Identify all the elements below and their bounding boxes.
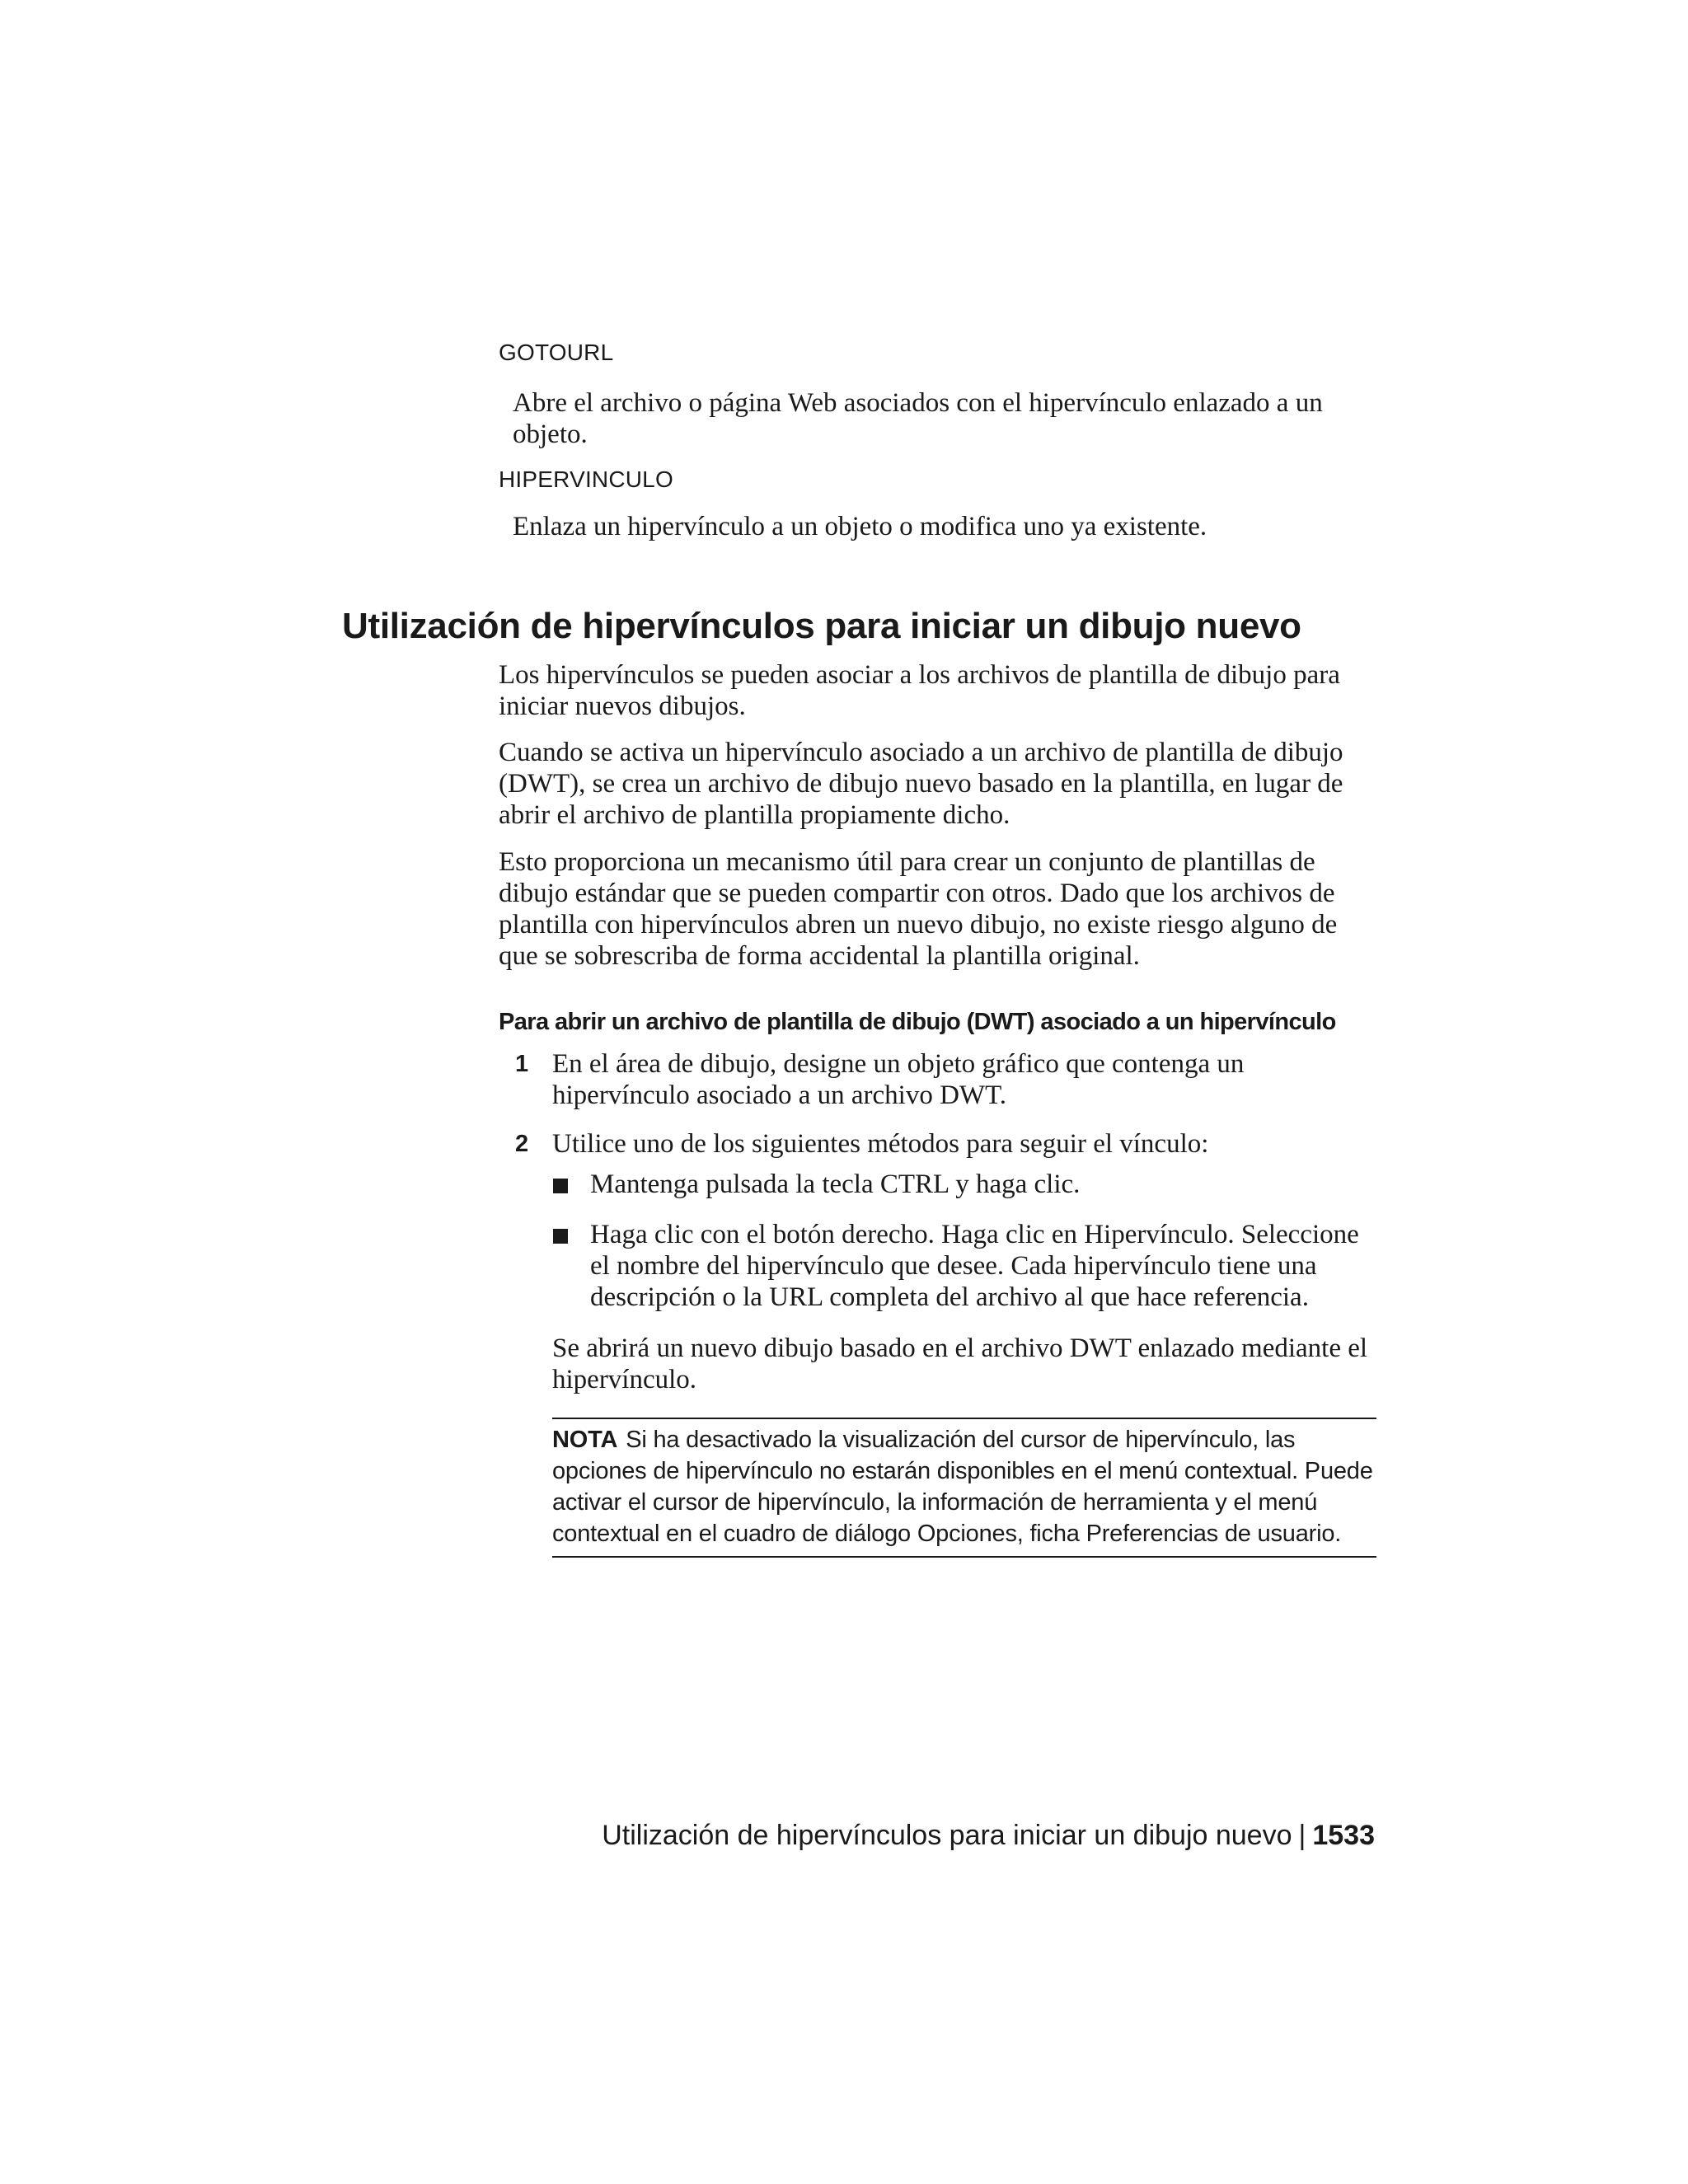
command-name-gotourl: GOTOURL bbox=[499, 340, 614, 365]
paragraph-dwt-activation: Cuando se activa un hipervínculo asociado a un archivo de plantilla de dibujo (DWT), se crea un archivo de dibujo nuevo basado en la plantilla, en lugar de abrir el archivo de plantilla propiamente dicho. bbox=[499, 738, 1343, 830]
note-label: NOTA bbox=[552, 1427, 618, 1453]
page-number: 1533 bbox=[1312, 1820, 1375, 1851]
step-text-2: Utilice uno de los siguientes métodos para seguir el vínculo: bbox=[552, 1129, 1209, 1159]
procedure-title: Para abrir un archivo de plantilla de dibujo (DWT) asociado a un hipervínculo bbox=[499, 1009, 1336, 1035]
page-footer bbox=[495, 1817, 1375, 1854]
command-description-gotourl: Abre el archivo o página Web asociados con el hipervínculo enlazado a un objeto. bbox=[513, 388, 1323, 449]
command-description-hipervinculo: Enlaza un hipervínculo a un objeto o modifica uno ya existente. bbox=[513, 512, 1207, 541]
footer-separator: | bbox=[1298, 1820, 1306, 1851]
paragraph-intro: Los hipervínculos se pueden asociar a los archivos de plantilla de dibujo para iniciar nuevos dibujos. bbox=[499, 660, 1340, 721]
bullet-text-right-click: Haga clic con el botón derecho. Haga clic en Hipervínculo. Seleccione el nombre del hipervínculo que desee. Cada hipervínculo tiene una descripción o la URL completa del archivo al que hace referencia. bbox=[590, 1220, 1359, 1312]
paragraph-mechanism: Esto proporciona un mecanismo útil para crear un conjunto de plantillas de dibujo estándar que se pueden compartir con otros. Dado que los archivos de plantilla con hipervínculos abren un nuevo dibujo, no existe riesgo alguno de que se sobrescriba de forma accidental la plantilla original. bbox=[499, 847, 1338, 971]
bullet-square-icon bbox=[553, 1229, 568, 1244]
note-box bbox=[552, 1424, 1376, 1549]
note-text: Si ha desactivado la visualización del cursor de hipervínculo, las opciones de hipervínculo no estarán disponibles en el menú contextual. Puede activar el cursor de hipervínculo, la información de herramienta y el menú contextual en el cuadro de diálogo Opciones, ficha Preferencias de usuario. bbox=[552, 1427, 1373, 1547]
note-bottom-rule bbox=[552, 1556, 1376, 1558]
footer-running-title: Utilización de hipervínculos para iniciar un dibujo nuevo bbox=[602, 1820, 1292, 1851]
bullet-text-ctrl-click: Mantenga pulsada la tecla CTRL y haga clic. bbox=[590, 1169, 1081, 1199]
step-number-1: 1 bbox=[515, 1051, 529, 1077]
command-name-hipervinculo: HIPERVINCULO bbox=[499, 466, 673, 492]
step-number-2: 2 bbox=[515, 1131, 529, 1157]
bullet-square-icon bbox=[553, 1179, 568, 1193]
step-text-1: En el área de dibujo, designe un objeto gráfico que contenga un hipervínculo asociado a un archivo DWT. bbox=[552, 1049, 1245, 1110]
note-top-rule bbox=[552, 1418, 1376, 1419]
section-title: Utilización de hipervínculos para iniciar un dibujo nuevo bbox=[342, 606, 1301, 646]
procedure-result: Se abrirá un nuevo dibujo basado en el archivo DWT enlazado mediante el hipervínculo. bbox=[552, 1333, 1368, 1394]
